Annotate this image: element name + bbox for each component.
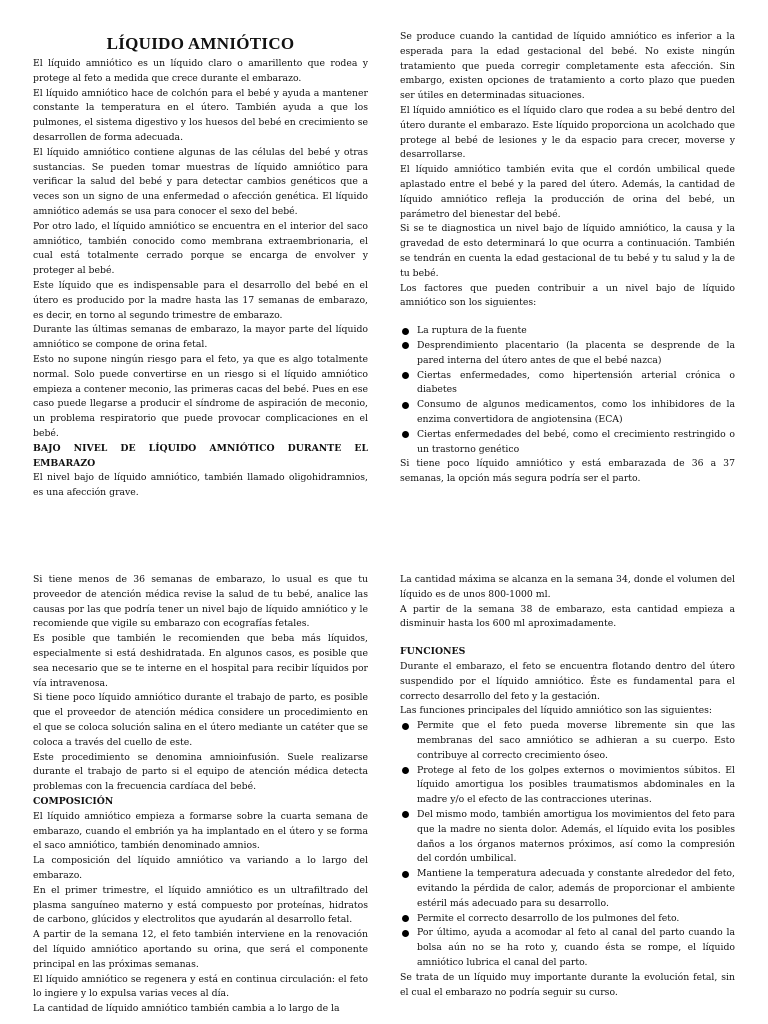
bullet-list <box>400 324 735 457</box>
list-item: Consumo de algunos medicamentos, como los inhibidores de la enzima convertidora de angiotensina (ECA) <box>400 398 735 428</box>
paragraph: El líquido amniótico es el líquido claro que rodea a su bebé dentro del útero durante el embarazo. Este líquido proporciona un acolchado que protege al bebé de lesiones y le da espacio para crecer, moverse y desarrollarse. <box>400 104 735 161</box>
paragraph: Si tiene poco líquido amniótico y está embarazada de 36 a 37 semanas, la opción más segura podría ser el parto. <box>400 458 735 485</box>
column-top-right <box>400 30 735 487</box>
section-heading: BAJO NIVEL DE LÍQUIDO AMNIÓTICO DURANTE EL EMBARAZO <box>33 442 368 469</box>
paragraph: Durante el embarazo, el feto se encuentra flotando dentro del útero suspendido por el líquido amniótico. Éste es fundamental para el correcto desarrollo del feto y la gestación. <box>400 660 735 702</box>
paragraph: Si tiene menos de 36 semanas de embarazo, lo usual es que tu proveedor de atención médica revise la salud de tu bebé, analice las causas por las que podría tener un nivel bajo de líquido amniótico y le recomiende que vigile su embarazo con ecografías fetales. <box>33 574 368 630</box>
column-top-left <box>33 33 368 501</box>
paragraph: El líquido amniótico es un líquido claro o amarillento que rodea y protege al feto a medida que crece durante el embarazo. <box>33 58 368 84</box>
paragraph: El líquido amniótico contiene algunas de las células del bebé y otras sustancias. Se pueden tomar muestras de líquido amniótico para verificar la salud del bebé y para detectar cambios genéticos que a veces son un signo de una enfermedad o afección genética. El líquido amniótico además se usa para conocer el sexo del bebé. <box>33 146 368 217</box>
paragraph: Esto no supone ningún riesgo para el feto, ya que es algo totalmente normal. Solo puede convertirse en un riesgo si el líquido amniótico empieza a contener meconio, las primeras cacas del bebé. Pues en ese caso puede llegarse a producir el síndrome de aspiración de meconio, un problema respiratorio que puede provocar complicaciones en el bebé. <box>33 353 368 439</box>
column-bottom-left <box>33 573 368 1017</box>
document-title: LÍQUIDO AMNIÓTICO <box>106 34 295 53</box>
paragraph: El líquido amniótico hace de colchón para el bebé y ayuda a mantener constante la temperatura en el útero. También ayuda a que los pulmones, el sistema digestivo y los huesos del bebé en crecimiento se desarrollen de forma adecuada. <box>33 87 368 143</box>
column-bottom-right <box>400 573 735 1000</box>
paragraph: El nivel bajo de líquido amniótico, también llamado oligohidramnios, es una afección grave. <box>33 472 368 499</box>
paragraph: Este líquido que es indispensable para el desarrollo del bebé en el útero es producido por la madre hasta las 17 semanas de embarazo, es decir, en torno al segundo trimestre de embarazo. <box>33 279 368 321</box>
paragraph: Es posible que también le recomienden que beba más líquidos, especialmente si está deshidratada. En algunos casos, es posible que sea necesario que se te interne en el hospital para recibir líquidos por vía intravenosa. <box>33 633 368 689</box>
list-item: La ruptura de la fuente <box>400 324 735 339</box>
paragraph: El líquido amniótico se regenera y está en continua circulación: el feto lo ingiere y lo expulsa varias veces al día. <box>33 973 368 1000</box>
paragraph: Si tiene poco líquido amniótico durante el trabajo de parto, es posible que el proveedor de atención médica considere un procedimiento en el que se coloca solución salina en el útero mediante un catéter que se coloca a través del cuello de este. <box>33 692 368 748</box>
list-item: Permite que el feto pueda moverse libremente sin que las membranas del saco amniótico se adhieran a su cuerpo. Esto contribuye al correcto crecimiento óseo. <box>400 719 735 763</box>
list-item: Protege al feto de los golpes externos o movimientos súbitos. El líquido amortigua los posibles traumatismos abdominales en la madre y/o el efecto de las contracciones uterinas. <box>400 764 735 808</box>
section-heading: COMPOSICIÓN <box>33 795 114 807</box>
bullet-list <box>400 719 735 971</box>
spacer <box>400 632 735 645</box>
list-item: Mantiene la temperatura adecuada y constante alrededor del feto, evitando la pérdida de calor, además de proporcionar el ambiente estéril más adecuado para su desarrollo. <box>400 867 735 911</box>
paragraph: Durante las últimas semanas de embarazo, la mayor parte del líquido amniótico se compone de orina fetal. <box>33 324 368 351</box>
list-item: Del mismo modo, también amortigua los movimientos del feto para que la madre no sienta dolor. Además, el líquido evita los posibles daños a los órganos maternos próximos, así como la compresión del cordón umbilical. <box>400 808 735 867</box>
paragraph: La composición del líquido amniótico va variando a lo largo del embarazo. <box>33 855 368 881</box>
paragraph: El líquido amniótico también evita que el cordón umbilical quede aplastado entre el bebé y la pared del útero. Además, la cantidad de líquido amniótico refleja la producción de orina del bebé, un parámetro del bienestar del bebé. <box>400 164 735 220</box>
list-item: Permite el correcto desarrollo de los pulmones del feto. <box>400 912 735 927</box>
paragraph: La cantidad de líquido amniótico también cambia a lo largo de la <box>33 1003 340 1015</box>
paragraph: A partir de la semana 38 de embarazo, esta cantidad empieza a disminuir hasta los 600 ml aproximadamente. <box>400 603 735 630</box>
paragraph: Los factores que pueden contribuir a un nivel bajo de líquido amniótico son los siguientes: <box>400 282 735 309</box>
spacer <box>400 311 735 324</box>
list-item: Desprendimiento placentario (la placenta se desprende de la pared interna del útero antes de que el bebé nazca) <box>400 339 735 369</box>
list-item: Ciertas enfermedades del bebé, como el crecimiento restringido o un trastorno genético <box>400 428 735 458</box>
list-item: Ciertas enfermedades, como hipertensión arterial crónica o diabetes <box>400 369 735 399</box>
paragraph: En el primer trimestre, el líquido amniótico es un ultrafiltrado del plasma sanguíneo materno y está compuesto por proteínas, hidratos de carbono, glúcidos y electrolitos que ayudarán al desarrollo fetal. <box>33 884 368 926</box>
list-item: Por último, ayuda a acomodar al feto al canal del parto cuando la bolsa aún no se ha roto y, cuando ésta se rompe, el líquido amniótico lubrica el canal del parto. <box>400 926 735 970</box>
paragraph: Las funciones principales del líquido amniótico son las siguientes: <box>400 705 713 717</box>
section-heading: FUNCIONES <box>400 646 466 658</box>
paragraph: A partir de la semana 12, el feto también interviene en la renovación del líquido amniótico aportando su orina, que será el componente principal en las próximas semanas. <box>33 929 368 970</box>
paragraph: Este procedimiento se denomina amnioinfusión. Suele realizarse durante el trabajo de parto si el equipo de atención médica detecta problemas con la frecuencia cardíaca del bebé. <box>33 751 368 793</box>
paragraph: Por otro lado, el líquido amniótico se encuentra en el interior del saco amniótico, también conocido como membrana extraembrionaria, el cual está totalmente cerrado porque se encarga de envolver y proteger al bebé. <box>33 220 368 277</box>
paragraph: Si se te diagnostica un nivel bajo de líquido amniótico, la causa y la gravedad de esto determinará lo que ocurra a continuación. También se tendrán en cuenta la edad gestacional de tu bebé y tu salud y la de tu bebé. <box>400 223 735 279</box>
paragraph: El líquido amniótico empieza a formarse sobre la cuarta semana de embarazo, cuando el embrión ya ha implantado en el útero y se forma el saco amniótico, también denominado amnios. <box>33 810 368 852</box>
paragraph: La cantidad máxima se alcanza en la semana 34, donde el volumen del líquido es de unos 800-1000 ml. <box>400 574 735 600</box>
paragraph: Se produce cuando la cantidad de líquido amniótico es inferior a la esperada para la edad gestacional del bebé. No existe ningún tratamiento que pueda corregir completamente esta afección. Sin embargo, existen opciones de tratamiento a corto plazo que pueden ser útiles en determinadas situaciones. <box>400 31 735 102</box>
paragraph: Se trata de un líquido muy importante durante la evolución fetal, sin el cual el embarazo no podría seguir su curso. <box>400 971 735 998</box>
